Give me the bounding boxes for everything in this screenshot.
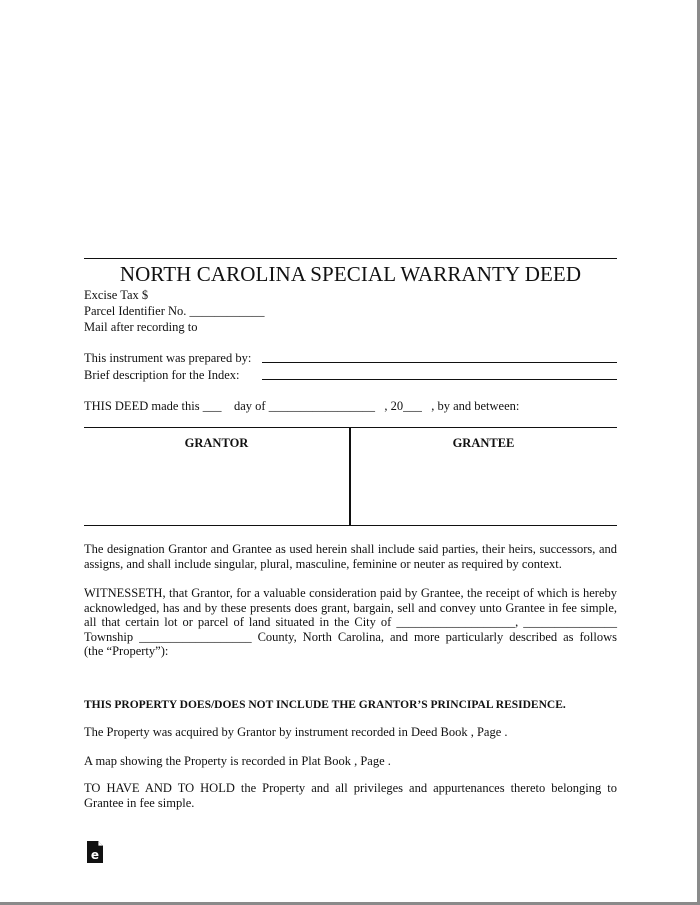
etemplates-logo-icon: [86, 840, 104, 864]
designation-line: assigns, and shall include singular, plural, masculine, feminine or neuter as required by context.: [84, 556, 562, 571]
witnesseth-line: (the “Property”):: [84, 644, 169, 658]
grantee-header: GRANTEE: [452, 436, 515, 450]
parcel-identifier-row: [84, 303, 265, 319]
deed-date-text-3: , 20: [384, 399, 404, 413]
principal-residence-statement: THIS PROPERTY DOES/DOES NOT INCLUDE THE GRANTOR’S PRINCIPAL RESIDENCE.: [84, 699, 566, 711]
grantor-header: GRANTOR: [184, 436, 249, 450]
excise-tax-label: Excise Tax $: [84, 288, 149, 302]
deed-date-text-1: THIS DEED made this: [84, 399, 200, 413]
habendum-paragraph: [84, 781, 617, 810]
witnesseth-line: all that certain lot or parcel of land situated in the City of ___________________, _______________: [84, 615, 617, 629]
deed-document: [84, 0, 617, 905]
witnesseth-paragraph: [84, 586, 617, 659]
deed-date-text-4: , by and between:: [431, 399, 520, 413]
brief-description-blank-line[interactable]: [262, 379, 617, 380]
mail-after-recording-label: Mail after recording to: [84, 320, 198, 334]
witnesseth-line: WITNESSETH, that Grantor, for a valuable consideration paid by Grantee, the receipt of which is hereby: [84, 586, 617, 600]
parties-table-bottom-border: [84, 525, 617, 526]
deed-date-text-2: day of: [233, 399, 266, 413]
plat-book-line: A map showing the Property is recorded in Plat Book , Page .: [84, 754, 391, 768]
prepared-by-blank-line[interactable]: [262, 362, 617, 363]
habendum-line: Grantee in fee simple.: [84, 795, 195, 810]
deed-year-blank[interactable]: ___: [403, 399, 422, 413]
witnesseth-line: acknowledged, has and by these presents does grant, bargain, sell and convey unto Grantee in fee simple,: [84, 600, 617, 615]
designation-paragraph: [84, 542, 617, 571]
deed-date-line: [84, 398, 519, 414]
title-top-rule: [84, 258, 617, 259]
svg-text:e: e: [90, 848, 100, 862]
brief-description-label: Brief description for the Index:: [84, 368, 240, 382]
document-title: NORTH CAROLINA SPECIAL WARRANTY DEED: [119, 262, 582, 286]
parcel-identifier-label: Parcel Identifier No.: [84, 304, 187, 318]
deed-month-blank[interactable]: _________________: [268, 399, 375, 413]
prepared-by-label: This instrument was prepared by:: [84, 351, 252, 365]
witnesseth-line: Township __________________ County, North Carolina, and more particularly described as follows: [84, 629, 617, 644]
designation-line: The designation Grantor and Grantee as used herein shall include said parties, their heirs, successors, and: [84, 542, 617, 556]
habendum-line: TO HAVE AND TO HOLD the Property and all privileges and appurtenances thereto belonging to: [84, 781, 617, 795]
parcel-identifier-blank[interactable]: ____________: [189, 304, 265, 318]
deed-book-line: The Property was acquired by Grantor by instrument recorded in Deed Book , Page .: [84, 725, 508, 739]
deed-day-blank[interactable]: ___: [202, 399, 222, 413]
